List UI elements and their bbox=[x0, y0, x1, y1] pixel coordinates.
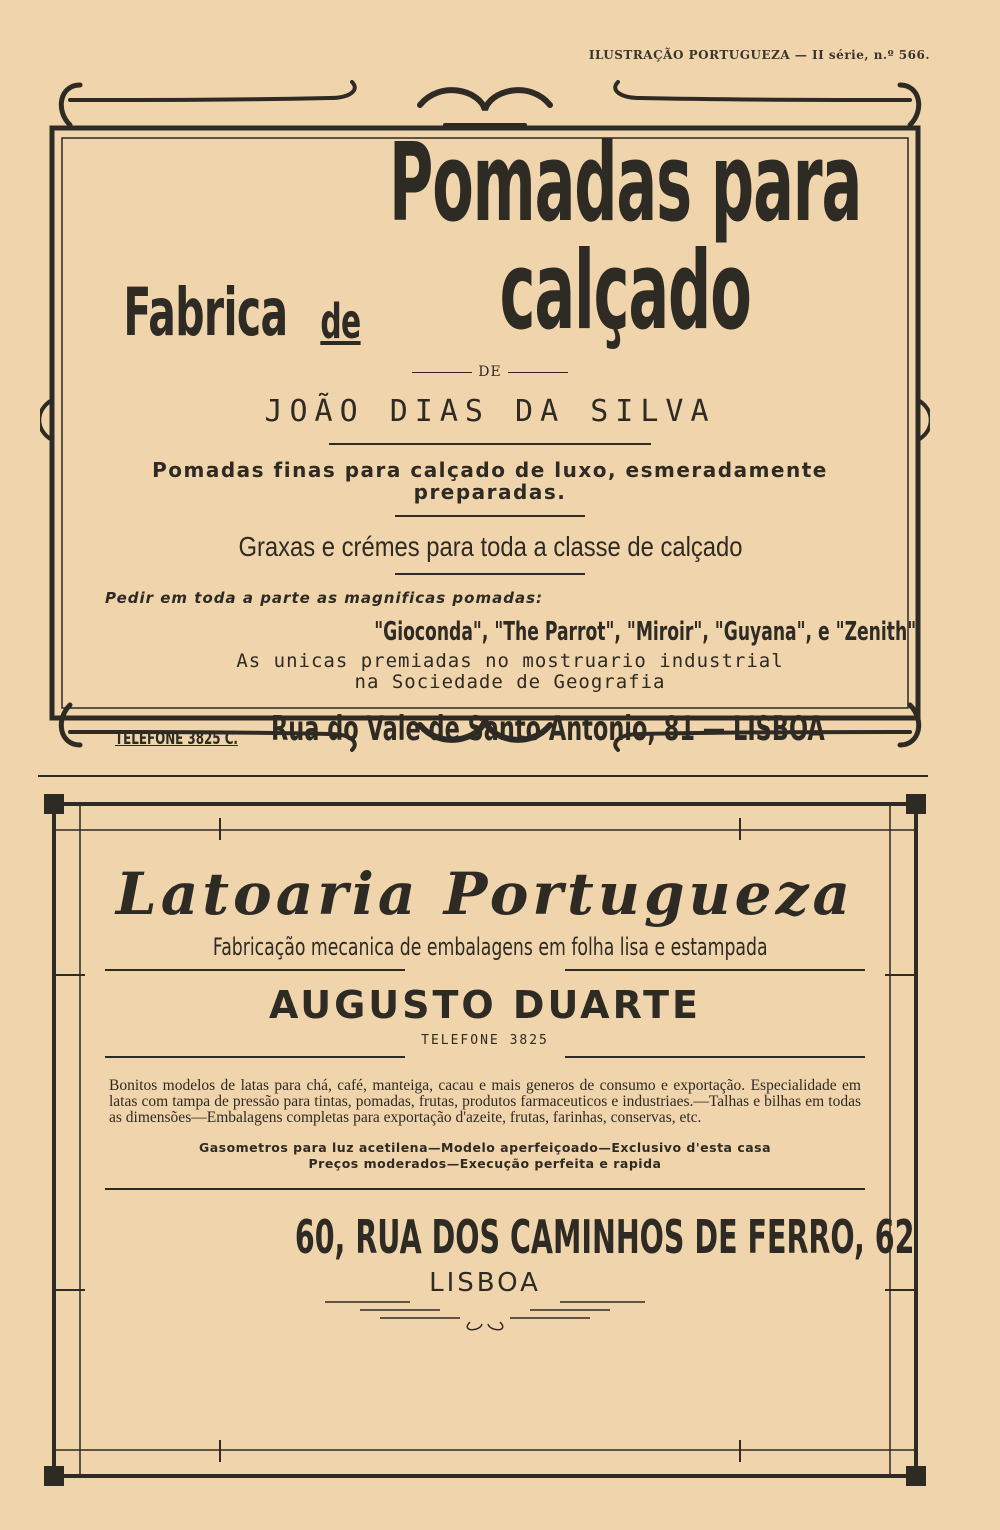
pedir-line: Pedir em toda a parte as magnificas pomadas: bbox=[105, 589, 544, 607]
de-label: DE bbox=[478, 364, 502, 380]
page-divider bbox=[38, 775, 928, 777]
ad1-content bbox=[95, 121, 917, 749]
rule-left bbox=[105, 969, 405, 971]
tagline: Pomadas finas para calçado de luxo, esmeradamente preparadas. bbox=[152, 458, 828, 504]
address: 60, RUA DOS CAMINHOS DE FERRO, 62 bbox=[294, 1210, 915, 1264]
ad-pomadas bbox=[40, 70, 930, 760]
divider bbox=[395, 573, 585, 575]
ad1-footer bbox=[95, 709, 885, 749]
flourish-ornament bbox=[320, 1294, 650, 1334]
rule-left bbox=[105, 1056, 405, 1058]
de-rule-right bbox=[508, 372, 568, 373]
city bbox=[105, 1268, 865, 1298]
premiadas-line-2: na Sociedade de Geografia bbox=[354, 671, 666, 693]
brand-names bbox=[95, 617, 917, 647]
brand-list: "Gioconda", "The Parrot", "Miroir", "Guyana", e "Zenith" bbox=[374, 617, 917, 647]
divider bbox=[329, 443, 651, 445]
gasometros-line-1: Gasometros para luz acetilena—Modelo aperfeiçoado—Exclusivo d'esta casa bbox=[198, 1140, 772, 1155]
graxas-line: Graxas e crémes para toda a classe de calçado bbox=[237, 531, 743, 562]
ad1-title bbox=[95, 121, 885, 354]
owner-name: AUGUSTO DUARTE bbox=[268, 983, 702, 1027]
rule-right bbox=[565, 969, 865, 971]
divider bbox=[395, 515, 585, 517]
address: Rua do Vale de Santo Antonio, 81 — LISBOA bbox=[270, 709, 825, 749]
telefone: TELEFONE 3825 bbox=[421, 1033, 549, 1048]
city-label: LISBOA bbox=[429, 1268, 541, 1298]
description: Bonitos modelos de latas para chá, café, manteiga, cacau e mais generos de consumo e exportação. Especialidade em latas com tampa de pressão para tintas, pomadas, frutas, produtos farmaceuticos e industriaes.—Talhas e bilhas em todas as dimensões—Embalagens completas para exportação d'azeite, frutas, farinhas, conservas, etc. bbox=[109, 1077, 861, 1126]
rule-right bbox=[565, 1056, 865, 1058]
divider bbox=[105, 1188, 865, 1190]
de-separator bbox=[95, 364, 885, 380]
rule-pair bbox=[105, 969, 865, 971]
gasometros-block bbox=[105, 1140, 865, 1172]
latoaria-title: Latoaria Portugueza bbox=[115, 860, 855, 928]
premiadas-text bbox=[95, 651, 885, 693]
rule-pair bbox=[105, 1056, 865, 1058]
ad-latoaria bbox=[40, 790, 930, 1490]
ad2-subtitle: Fabricação mecanica de embalagens em folha lisa e estampada bbox=[212, 933, 768, 961]
telefone: TELEFONE 3825 C. bbox=[115, 729, 238, 749]
title-pomadas: Pomadas para calçado bbox=[388, 121, 861, 354]
owner-name: JOÃO DIAS DA SILVA bbox=[264, 394, 716, 429]
running-header: ILUSTRAÇÃO PORTUGUEZA — II série, n.º 566. bbox=[588, 48, 930, 62]
premiadas-line-1: As unicas premiadas no mostruario industrial bbox=[236, 650, 784, 672]
title-fabrica: Fabrica bbox=[123, 274, 288, 351]
title-de: de bbox=[320, 294, 361, 350]
ad2-content bbox=[105, 860, 915, 1334]
gasometros-line-2: Preços moderados—Execução perfeita e rapida bbox=[308, 1156, 662, 1171]
de-rule-left bbox=[412, 372, 472, 373]
